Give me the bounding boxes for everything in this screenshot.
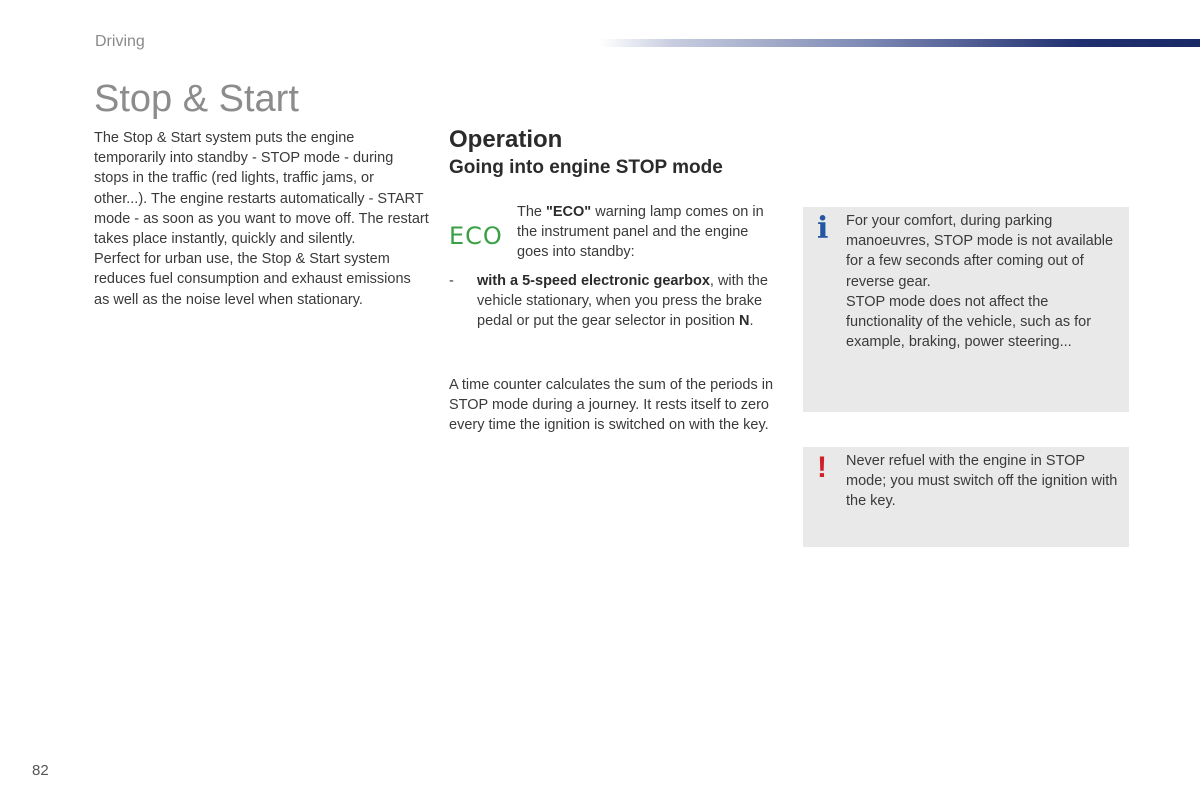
eco-description [517,202,767,263]
exclamation-icon: ! [817,451,827,484]
eco-text-pre: The [517,204,547,220]
header-gradient-bar [600,39,1200,47]
bullet-dash: - [449,273,454,289]
eco-warning-lamp-icon: ECO [449,222,503,250]
bullet-end: . [749,313,754,330]
page-number: 82 [32,762,49,779]
info-paragraph-2: STOP mode does not affect the functionality of the vehicle, such as for example, braking, power steering... [846,293,1092,351]
bullet-bold: with a 5-speed electronic gearbox [477,273,710,289]
page-title: Stop & Start [94,78,299,120]
intro-text [94,128,429,310]
time-counter-text: A time counter calculates the sum of the periods in STOP mode during a journey. It rests itself to zero every time the ignition is switched on with the key. [449,377,774,434]
info-box-text [846,211,1121,352]
operation-subheading: Going into engine STOP mode [449,157,723,178]
bullet-mid: , with the vehicle stationary, when you press the brake pedal or put the gear selector in position [477,273,768,330]
bullet-bold-n: N [738,313,750,330]
intro-paragraph-2: Perfect for urban use, the Stop & Start system reduces fuel consumption and exhaust emissions as well as the noise level when stationary. [94,251,411,308]
bullet-gearbox [477,271,777,332]
section-label: Driving [95,33,145,50]
operation-heading: Operation [449,126,563,153]
eco-text-bold: "ECO" [546,204,592,220]
eco-text-post: warning lamp comes on in the instrument panel and the engine goes into standby: [517,204,764,261]
warning-box [803,447,1129,547]
intro-paragraph-1: The Stop & Start system puts the engine temporarily into standby - STOP mode - during stops in the traffic (red lights, traffic jams, or other...). The engine restarts automatically - START mode - as soon as you want to move off. The restart takes place instantly, quickly and silently. [94,130,429,248]
info-icon: i [817,211,829,246]
info-paragraph-1: For your comfort, during parking manoeuvres, STOP mode is not available for a few seconds after coming out of reverse gear. [846,213,1114,290]
warning-box-text: Never refuel with the engine in STOP mode; you must switch off the ignition with the key. [846,453,1118,510]
info-box [803,207,1129,412]
